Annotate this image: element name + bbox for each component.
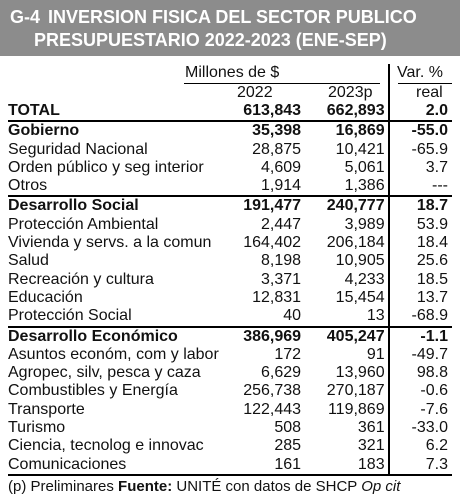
table-row <box>8 401 452 419</box>
row-label: Transporte <box>8 400 85 418</box>
table-row <box>8 346 452 364</box>
footer <box>8 478 400 496</box>
title-line-2: PRESUPUESTARIO 2022-2023 (ENE-SEP) <box>34 30 387 50</box>
value-2023: 16,869 <box>301 121 393 140</box>
value-2023: 206,184 <box>326 234 385 252</box>
row-label: Recreación y cultura <box>8 270 154 288</box>
value-var: -55.0 <box>393 121 452 140</box>
value-2022: 613,843 <box>243 102 302 119</box>
footnote: (p) Preliminares <box>8 478 114 495</box>
value-2022: 3,371 <box>261 270 302 288</box>
table-row <box>8 196 452 215</box>
value-var: 7.3 <box>425 455 448 473</box>
source-label: Fuente: <box>118 478 173 495</box>
value-2022: 8,198 <box>261 252 302 270</box>
title-line-1 <box>10 6 450 29</box>
value-2022: 172 <box>274 345 302 363</box>
value-2023: 10,421 <box>335 140 385 158</box>
row-label: Asuntos económ, com y labor <box>8 345 219 363</box>
row-label: Vivienda y servs. a la comun <box>8 234 212 252</box>
value-2022: 28,875 <box>252 140 302 158</box>
value-2022: 161 <box>274 455 302 473</box>
table-row <box>8 102 452 121</box>
title-text-1: INVERSION FISICA DEL SECTOR PUBLICO <box>48 7 417 27</box>
value-var: 18.7 <box>393 196 452 215</box>
row-label: Seguridad Nacional <box>8 140 148 158</box>
value-2023: 662,893 <box>326 102 385 119</box>
table-row <box>8 456 452 474</box>
row-label: Salud <box>8 252 49 270</box>
table-row <box>8 141 452 159</box>
unit-header: Millones de $ <box>185 64 280 81</box>
value-2023: 119,869 <box>327 400 385 418</box>
investment-table <box>8 102 452 474</box>
value-2023: 361 <box>357 419 385 437</box>
row-label: Protección Ambiental <box>8 215 159 233</box>
value-2022: 2,447 <box>261 215 302 233</box>
value-var: 53.9 <box>416 215 448 233</box>
row-label: Agropec, silv, pesca y caza <box>8 364 201 382</box>
value-2023: 1,386 <box>344 177 385 195</box>
year-2023-header: 2023p <box>328 84 373 101</box>
value-var: -65.9 <box>411 140 448 158</box>
value-2022: 12,831 <box>252 288 302 306</box>
row-label: Combustibles y Energía <box>8 382 178 400</box>
row-label: Protección Social <box>8 307 132 325</box>
value-2022: 1,914 <box>261 177 302 195</box>
table-row <box>8 437 452 455</box>
value-2022: 191,477 <box>219 196 301 215</box>
value-2023: 3,989 <box>344 215 385 233</box>
table-row <box>8 234 452 252</box>
source-text: UNITÉ con datos de SHCP <box>176 478 358 495</box>
table-row <box>8 307 452 326</box>
value-var: --- <box>432 177 448 195</box>
table-row <box>8 216 452 234</box>
value-2022: 35,398 <box>219 121 301 140</box>
value-2023: 15,454 <box>335 288 385 306</box>
table-title-banner <box>0 0 460 56</box>
row-label: Ciencia, tecnolog e innovac <box>8 437 204 455</box>
value-var: -0.6 <box>420 382 448 400</box>
table-row <box>8 364 452 382</box>
row-label: Gobierno <box>8 121 219 140</box>
value-2023: 183 <box>357 455 385 473</box>
value-var: 6.2 <box>425 437 448 455</box>
value-2023: 10,905 <box>335 252 385 270</box>
table-row <box>8 252 452 270</box>
table-row <box>8 327 452 346</box>
value-2022: 256,738 <box>243 382 302 400</box>
table-row <box>8 121 452 140</box>
value-2023: 5,061 <box>344 158 385 176</box>
table-row <box>8 419 452 437</box>
value-var: -7.6 <box>420 400 448 418</box>
year-2022-header: 2022 <box>237 84 273 101</box>
value-var: 25.6 <box>416 252 448 270</box>
value-var: 98.8 <box>416 364 448 382</box>
value-2023: 4,233 <box>344 270 385 288</box>
value-2023: 91 <box>366 345 385 363</box>
table-row <box>8 159 452 177</box>
row-label: Desarrollo Social <box>8 196 219 215</box>
value-2022: 4,609 <box>261 158 302 176</box>
value-2022: 164,402 <box>243 234 302 252</box>
value-var: 18.4 <box>416 234 448 252</box>
row-label: TOTAL <box>8 102 60 119</box>
var-header: Var. % <box>397 64 443 81</box>
value-2022: 386,969 <box>219 327 301 346</box>
value-2023: 270,187 <box>326 382 385 400</box>
value-2023: 405,247 <box>301 327 393 346</box>
value-var: 2.0 <box>425 102 448 119</box>
table-code: G-4 <box>10 7 41 27</box>
value-var: -68.9 <box>411 307 448 325</box>
value-2022: 285 <box>274 437 302 455</box>
value-2023: 13,960 <box>335 364 385 382</box>
table-row <box>8 271 452 289</box>
row-label: Otros <box>8 177 48 195</box>
table-bottom-rule <box>8 474 452 476</box>
value-2022: 508 <box>274 419 302 437</box>
table-row <box>8 382 452 400</box>
row-label: Educación <box>8 288 83 306</box>
table-row <box>8 177 452 196</box>
row-label: Orden público y seg interior <box>8 158 204 176</box>
row-label: Turismo <box>8 419 66 437</box>
row-label: Desarrollo Económico <box>8 327 219 346</box>
value-2023: 13 <box>366 307 385 325</box>
value-var: 18.5 <box>416 270 448 288</box>
value-2022: 6,629 <box>261 364 302 382</box>
value-2022: 40 <box>283 307 302 325</box>
value-2022: 122,443 <box>243 400 302 418</box>
value-var: -49.7 <box>411 345 448 363</box>
value-2023: 240,777 <box>301 196 393 215</box>
value-var: -33.0 <box>411 419 448 437</box>
value-var: 3.7 <box>425 158 448 176</box>
real-header: real <box>416 84 443 101</box>
value-var: 13.7 <box>416 288 448 306</box>
value-2023: 321 <box>357 437 385 455</box>
source-suffix: Op cit <box>361 478 401 495</box>
row-label: Comunicaciones <box>8 455 127 473</box>
table-row <box>8 289 452 307</box>
value-var: -1.1 <box>393 327 452 346</box>
